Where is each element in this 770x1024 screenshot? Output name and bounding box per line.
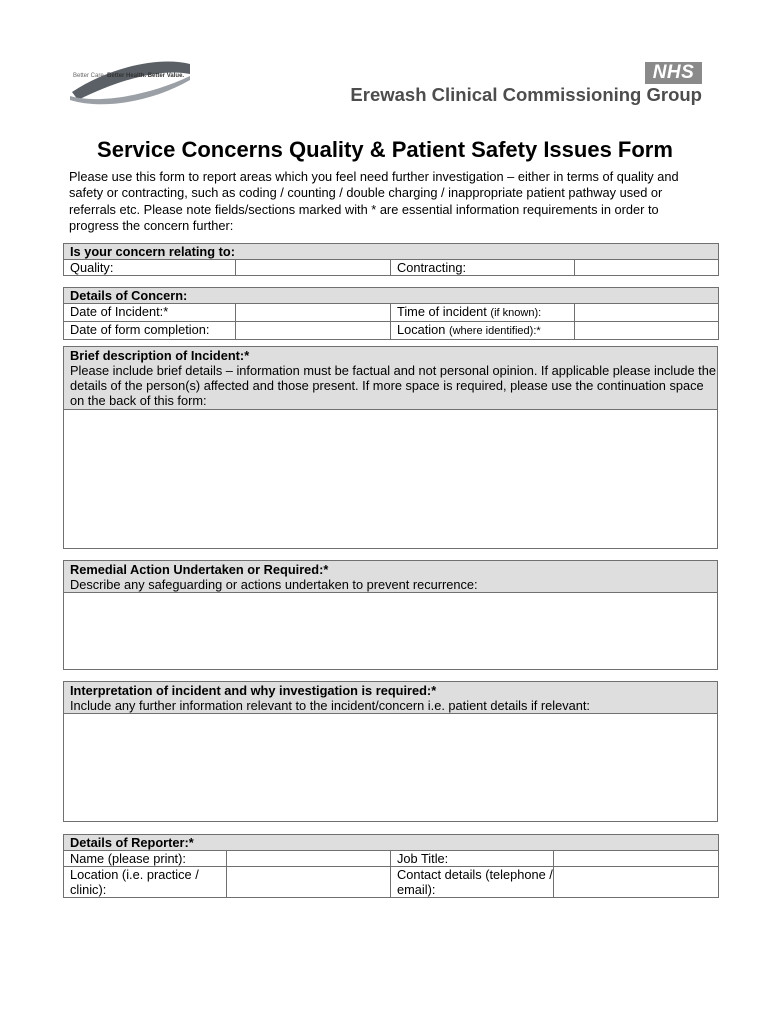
location-label: Location (where identified):* — [391, 322, 575, 340]
interpretation-field[interactable] — [64, 714, 718, 822]
remedial-action-table — [63, 560, 718, 670]
date-incident-field[interactable] — [236, 304, 391, 322]
ccg-swoosh-logo — [68, 54, 193, 106]
remedial-action-header — [64, 561, 718, 593]
time-incident-label: Time of incident (if known): — [391, 304, 575, 322]
contact-details-field[interactable] — [554, 867, 719, 898]
organisation-name: Erewash Clinical Commissioning Group — [350, 84, 702, 105]
brief-description-instructions: Please include brief details – information must be factual and not personal opinion. If applicable please include the details of the person(s) affected and those present. If more space is required, please use the continuation space on the back of this form: — [70, 363, 716, 408]
contact-details-label: Contact details (telephone / email): — [391, 867, 554, 898]
reporter-heading: Details of Reporter:* — [64, 835, 719, 851]
interpretation-table — [63, 681, 718, 822]
contracting-field[interactable] — [575, 260, 719, 276]
remedial-action-heading: Remedial Action Undertaken or Required:* — [70, 562, 329, 577]
quality-field[interactable] — [236, 260, 391, 276]
interpretation-heading: Interpretation of incident and why investigation is required:* — [70, 683, 437, 698]
contracting-label: Contracting: — [391, 260, 575, 276]
details-table — [63, 287, 719, 340]
location-field[interactable] — [575, 322, 719, 340]
reporter-table — [63, 834, 719, 898]
interpretation-instructions: Include any further information relevant to the incident/concern i.e. patient details if relevant: — [70, 698, 590, 713]
form-title: Service Concerns Quality & Patient Safety Issues Form — [97, 137, 673, 162]
date-completion-field[interactable] — [236, 322, 391, 340]
details-heading: Details of Concern: — [64, 288, 719, 304]
date-completion-label: Date of form completion: — [64, 322, 236, 340]
brief-description-table — [63, 346, 718, 549]
time-incident-field[interactable] — [575, 304, 719, 322]
concern-type-heading: Is your concern relating to: — [64, 244, 719, 260]
reporter-name-field[interactable] — [227, 851, 391, 867]
date-incident-label: Date of Incident:* — [64, 304, 236, 322]
reporter-location-field[interactable] — [227, 867, 391, 898]
brief-description-field[interactable] — [64, 410, 718, 549]
interpretation-header — [64, 682, 718, 714]
job-title-field[interactable] — [554, 851, 719, 867]
concern-type-table — [63, 243, 719, 276]
reporter-location-label: Location (i.e. practice / clinic): — [64, 867, 227, 898]
form-intro: Please use this form to report areas which you feel need further investigation – either in terms of quality and safety or contracting, such as coding / counting / double charging / inappropriate patient pathway used or referrals etc. Please note fields/sections marked with * are essential information requirements in order to progress the concern further: — [69, 169, 679, 233]
tagline: Better Care. Better Health. Better Value. — [73, 73, 185, 79]
reporter-name-label: Name (please print): — [64, 851, 227, 867]
brief-description-heading: Brief description of Incident:* — [70, 348, 250, 363]
brief-description-header — [64, 347, 718, 410]
quality-label: Quality: — [64, 260, 236, 276]
nhs-logo: NHS — [645, 62, 702, 84]
job-title-label: Job Title: — [391, 851, 554, 867]
remedial-action-instructions: Describe any safeguarding or actions undertaken to prevent recurrence: — [70, 577, 478, 592]
remedial-action-field[interactable] — [64, 593, 718, 670]
